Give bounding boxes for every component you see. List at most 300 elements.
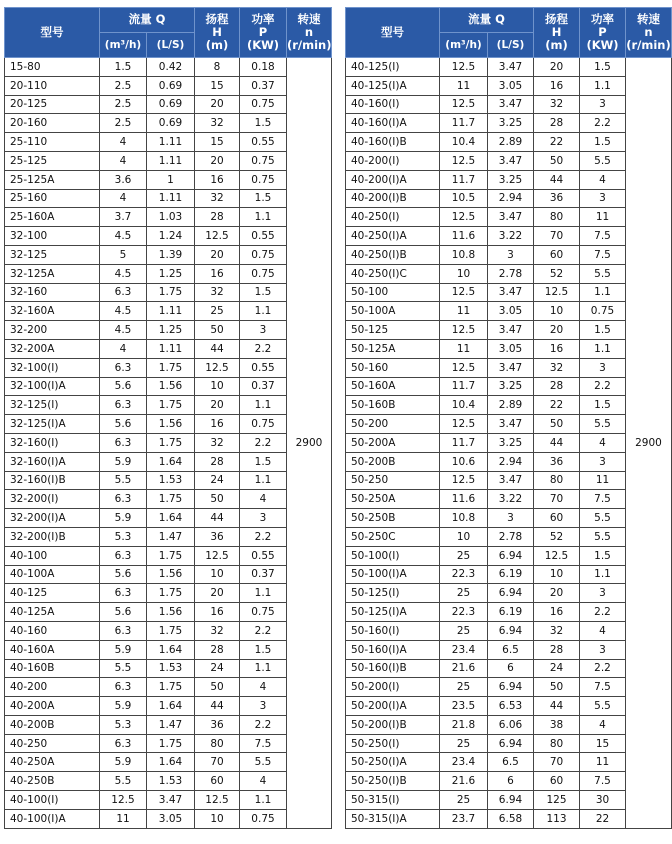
model-cell: 50-315(Ⅰ) (346, 791, 440, 810)
head-cell: 20 (195, 95, 240, 114)
table-row (346, 170, 672, 189)
power-cell: 15 (580, 734, 626, 753)
model-cell: 40-125 (5, 584, 100, 603)
flow-m3h-cell: 11 (100, 809, 147, 828)
model-cell: 50-125(Ⅰ) (346, 584, 440, 603)
head-cell: 70 (195, 753, 240, 772)
model-cell: 15-80 (5, 58, 100, 77)
flow-ls-cell: 1.75 (147, 584, 195, 603)
head-cell: 50 (534, 678, 580, 697)
flow-ls-cell: 1.75 (147, 734, 195, 753)
flow-ls-cell: 3 (488, 245, 534, 264)
table-row (346, 133, 672, 152)
header-flow-ls: (L/S) (147, 33, 195, 58)
flow-m3h-cell: 6.3 (100, 283, 147, 302)
model-cell: 50-100 (346, 283, 440, 302)
model-cell: 50-200B (346, 452, 440, 471)
model-cell: 40-160(Ⅰ) (346, 95, 440, 114)
table-row (5, 734, 332, 753)
flow-ls-cell: 6.06 (488, 715, 534, 734)
pump-spec-table-left (4, 7, 332, 829)
flow-ls-cell: 1.64 (147, 640, 195, 659)
head-cell: 113 (534, 809, 580, 828)
flow-m3h-cell: 21.8 (440, 715, 488, 734)
table-row (346, 772, 672, 791)
head-cell: 28 (534, 640, 580, 659)
power-cell: 1.1 (240, 659, 287, 678)
power-cell: 0.75 (240, 170, 287, 189)
table-row (5, 283, 332, 302)
power-cell: 1.1 (580, 565, 626, 584)
table-row (5, 339, 332, 358)
power-cell: 2.2 (580, 659, 626, 678)
flow-m3h-cell: 5.5 (100, 772, 147, 791)
flow-ls-cell: 3.47 (488, 471, 534, 490)
flow-m3h-cell: 1.5 (100, 58, 147, 77)
table-row (346, 809, 672, 828)
model-cell: 50-250B (346, 509, 440, 528)
model-cell: 32-100(Ⅰ) (5, 358, 100, 377)
flow-m3h-cell: 4 (100, 151, 147, 170)
flow-m3h-cell: 6.3 (100, 490, 147, 509)
table-row (5, 415, 332, 434)
model-cell: 40-200 (5, 678, 100, 697)
head-cell: 28 (195, 640, 240, 659)
header-head-title: 扬程 (545, 11, 568, 26)
flow-m3h-cell: 25 (440, 546, 488, 565)
flow-ls-cell: 1.75 (147, 396, 195, 415)
table-row (5, 358, 332, 377)
head-cell: 80 (534, 471, 580, 490)
table-row (346, 753, 672, 772)
power-cell: 7.5 (240, 734, 287, 753)
model-cell: 50-250A (346, 490, 440, 509)
table-row (346, 321, 672, 340)
power-cell: 1.5 (580, 58, 626, 77)
flow-ls-cell: 3.47 (488, 208, 534, 227)
power-cell: 3 (580, 358, 626, 377)
header-speed-symbol: n (304, 24, 314, 39)
model-cell: 40-100A (5, 565, 100, 584)
table-row (5, 565, 332, 584)
flow-m3h-cell: 11 (440, 302, 488, 321)
head-cell: 20 (195, 396, 240, 415)
model-cell: 32-125 (5, 245, 100, 264)
flow-m3h-cell: 4 (100, 133, 147, 152)
flow-m3h-cell: 6.3 (100, 433, 147, 452)
head-cell: 44 (534, 170, 580, 189)
head-cell: 44 (195, 339, 240, 358)
table-row (5, 227, 332, 246)
model-cell: 50-100(Ⅰ)A (346, 565, 440, 584)
head-cell: 16 (534, 603, 580, 622)
model-cell: 32-200(Ⅰ)B (5, 527, 100, 546)
table-row (5, 753, 332, 772)
model-cell: 20-160 (5, 114, 100, 133)
table-row (346, 189, 672, 208)
table-row (5, 189, 332, 208)
table-row (5, 809, 332, 828)
flow-m3h-cell: 12.5 (440, 95, 488, 114)
flow-m3h-cell: 5.9 (100, 753, 147, 772)
head-cell: 20 (195, 151, 240, 170)
pump-spec-table-right (345, 7, 672, 829)
table-row (346, 697, 672, 716)
power-cell: 2.2 (580, 114, 626, 133)
power-cell: 4 (240, 772, 287, 791)
flow-ls-cell: 3 (488, 509, 534, 528)
flow-ls-cell: 3.05 (488, 302, 534, 321)
flow-ls-cell: 3.05 (488, 339, 534, 358)
model-cell: 50-250(Ⅰ) (346, 734, 440, 753)
flow-m3h-cell: 5.6 (100, 565, 147, 584)
flow-ls-cell: 3.47 (488, 358, 534, 377)
head-cell: 24 (195, 471, 240, 490)
flow-ls-cell: 3.47 (488, 321, 534, 340)
table-row (346, 302, 672, 321)
flow-ls-cell: 2.89 (488, 133, 534, 152)
flow-ls-cell: 1.47 (147, 715, 195, 734)
flow-m3h-cell: 11.7 (440, 114, 488, 133)
flow-m3h-cell: 6.3 (100, 546, 147, 565)
table-row (346, 433, 672, 452)
header-flow-m3h: (m³/h) (440, 33, 488, 58)
table-row (346, 58, 672, 77)
model-cell: 50-160(Ⅰ)A (346, 640, 440, 659)
flow-m3h-cell: 12.5 (440, 58, 488, 77)
model-cell: 40-200(Ⅰ) (346, 151, 440, 170)
header-head (534, 8, 580, 58)
table-row (5, 245, 332, 264)
flow-m3h-cell: 10 (440, 527, 488, 546)
header-head (195, 8, 240, 58)
head-cell: 32 (534, 95, 580, 114)
header-head-title: 扬程 (205, 11, 229, 26)
flow-m3h-cell: 5.5 (100, 471, 147, 490)
table-row (5, 452, 332, 471)
flow-m3h-cell: 10.8 (440, 245, 488, 264)
model-cell: 32-125A (5, 264, 100, 283)
table-body-right (346, 58, 672, 829)
table-row (5, 603, 332, 622)
power-cell: 4 (580, 433, 626, 452)
head-cell: 50 (534, 415, 580, 434)
head-cell: 36 (195, 527, 240, 546)
flow-m3h-cell: 5.6 (100, 377, 147, 396)
model-cell: 40-160(Ⅰ)A (346, 114, 440, 133)
model-cell: 50-250 (346, 471, 440, 490)
flow-m3h-cell: 10.8 (440, 509, 488, 528)
head-cell: 20 (534, 58, 580, 77)
header-speed (287, 8, 332, 58)
flow-ls-cell: 1.11 (147, 151, 195, 170)
flow-m3h-cell: 10.4 (440, 133, 488, 152)
power-cell: 0.37 (240, 377, 287, 396)
power-cell: 3 (580, 584, 626, 603)
flow-ls-cell: 6.94 (488, 584, 534, 603)
power-cell: 5.5 (240, 753, 287, 772)
table-row (5, 170, 332, 189)
power-cell: 5.5 (580, 697, 626, 716)
model-cell: 50-200(Ⅰ) (346, 678, 440, 697)
flow-ls-cell: 6.19 (488, 603, 534, 622)
model-cell: 40-125(Ⅰ) (346, 58, 440, 77)
model-cell: 25-125A (5, 170, 100, 189)
model-cell: 40-250(Ⅰ) (346, 208, 440, 227)
head-cell: 44 (195, 509, 240, 528)
model-cell: 32-125(Ⅰ)A (5, 415, 100, 434)
flow-m3h-cell: 5.6 (100, 415, 147, 434)
model-cell: 50-200(Ⅰ)A (346, 697, 440, 716)
power-cell: 2.2 (240, 715, 287, 734)
flow-ls-cell: 0.69 (147, 114, 195, 133)
power-cell: 5.5 (580, 415, 626, 434)
table-row (5, 151, 332, 170)
power-cell: 4 (580, 715, 626, 734)
header-head-symbol: H (212, 24, 222, 39)
head-cell: 80 (195, 734, 240, 753)
model-cell: 32-200(Ⅰ)A (5, 509, 100, 528)
table-row (346, 791, 672, 810)
table-row (346, 377, 672, 396)
head-cell: 80 (534, 208, 580, 227)
power-cell: 1.5 (240, 283, 287, 302)
flow-m3h-cell: 23.7 (440, 809, 488, 828)
table-row (5, 95, 332, 114)
model-cell: 20-125 (5, 95, 100, 114)
model-cell: 20-110 (5, 76, 100, 95)
flow-ls-cell: 2.94 (488, 452, 534, 471)
flow-m3h-cell: 4.5 (100, 264, 147, 283)
flow-ls-cell: 1.75 (147, 433, 195, 452)
table-row (5, 678, 332, 697)
table-row (5, 208, 332, 227)
flow-ls-cell: 6.94 (488, 734, 534, 753)
flow-ls-cell: 6 (488, 772, 534, 791)
header-flow-ls: (L/S) (488, 33, 534, 58)
header-power (580, 8, 626, 58)
flow-ls-cell: 3.47 (488, 283, 534, 302)
flow-m3h-cell: 12.5 (440, 151, 488, 170)
head-cell: 16 (195, 264, 240, 283)
flow-m3h-cell: 10 (440, 264, 488, 283)
flow-m3h-cell: 12.5 (440, 358, 488, 377)
header-speed-title: 转速 (297, 11, 321, 26)
flow-m3h-cell: 4.5 (100, 227, 147, 246)
power-cell: 0.75 (240, 809, 287, 828)
table-row (5, 509, 332, 528)
model-cell: 50-250(Ⅰ)B (346, 772, 440, 791)
head-cell: 32 (195, 189, 240, 208)
flow-ls-cell: 1.53 (147, 659, 195, 678)
model-cell: 50-160(Ⅰ) (346, 621, 440, 640)
flow-ls-cell: 3.25 (488, 433, 534, 452)
model-cell: 50-125A (346, 339, 440, 358)
speed-cell: 2900 (626, 58, 672, 829)
head-cell: 10 (195, 377, 240, 396)
power-cell: 7.5 (580, 772, 626, 791)
header-power-title: 功率 (251, 11, 275, 26)
head-cell: 20 (195, 584, 240, 603)
flow-ls-cell: 3.47 (488, 415, 534, 434)
head-cell: 32 (195, 114, 240, 133)
flow-m3h-cell: 10.6 (440, 452, 488, 471)
flow-ls-cell: 1.75 (147, 283, 195, 302)
model-cell: 50-100(Ⅰ) (346, 546, 440, 565)
model-cell: 40-100(Ⅰ) (5, 791, 100, 810)
flow-ls-cell: 1.75 (147, 621, 195, 640)
flow-m3h-cell: 6.3 (100, 396, 147, 415)
flow-m3h-cell: 5 (100, 245, 147, 264)
flow-ls-cell: 1.39 (147, 245, 195, 264)
flow-ls-cell: 0.69 (147, 95, 195, 114)
head-cell: 10 (534, 565, 580, 584)
flow-m3h-cell: 5.3 (100, 715, 147, 734)
flow-ls-cell: 1 (147, 170, 195, 189)
flow-ls-cell: 1.64 (147, 753, 195, 772)
flow-m3h-cell: 3.6 (100, 170, 147, 189)
model-cell: 50-250(Ⅰ)A (346, 753, 440, 772)
flow-m3h-cell: 12.5 (440, 208, 488, 227)
table-row (346, 452, 672, 471)
power-cell: 3 (580, 640, 626, 659)
power-cell: 0.55 (240, 133, 287, 152)
header-power-symbol: P (598, 24, 607, 39)
power-cell: 7.5 (580, 490, 626, 509)
head-cell: 28 (534, 114, 580, 133)
flow-ls-cell: 1.75 (147, 490, 195, 509)
model-cell: 32-160 (5, 283, 100, 302)
head-cell: 70 (534, 490, 580, 509)
flow-m3h-cell: 2.5 (100, 95, 147, 114)
power-cell: 2.2 (240, 339, 287, 358)
power-cell: 1.1 (240, 396, 287, 415)
table-row (346, 734, 672, 753)
table-row (5, 302, 332, 321)
flow-ls-cell: 1.64 (147, 697, 195, 716)
head-cell: 16 (534, 339, 580, 358)
header-speed-unit: (r/min) (287, 38, 332, 53)
header-speed-title: 转速 (637, 11, 660, 26)
model-cell: 40-160(Ⅰ)B (346, 133, 440, 152)
power-cell: 2.2 (240, 527, 287, 546)
table-row (346, 114, 672, 133)
head-cell: 80 (534, 734, 580, 753)
table-row (346, 358, 672, 377)
flow-ls-cell: 1.56 (147, 565, 195, 584)
head-cell: 16 (534, 76, 580, 95)
flow-ls-cell: 3.25 (488, 377, 534, 396)
model-cell: 50-200 (346, 415, 440, 434)
model-cell: 32-160A (5, 302, 100, 321)
table-row (346, 546, 672, 565)
head-cell: 12.5 (534, 546, 580, 565)
power-cell: 3 (240, 697, 287, 716)
model-cell: 50-160B (346, 396, 440, 415)
head-cell: 50 (195, 321, 240, 340)
head-cell: 70 (534, 227, 580, 246)
power-cell: 3 (580, 452, 626, 471)
model-cell: 50-160A (346, 377, 440, 396)
power-cell: 0.75 (240, 415, 287, 434)
model-cell: 32-200(Ⅰ) (5, 490, 100, 509)
table-row (5, 433, 332, 452)
model-cell: 25-110 (5, 133, 100, 152)
flow-m3h-cell: 5.3 (100, 527, 147, 546)
head-cell: 32 (195, 283, 240, 302)
flow-ls-cell: 3.22 (488, 490, 534, 509)
power-cell: 3 (240, 321, 287, 340)
flow-m3h-cell: 3.7 (100, 208, 147, 227)
table-row (346, 509, 672, 528)
head-cell: 125 (534, 791, 580, 810)
head-cell: 44 (195, 697, 240, 716)
head-cell: 12.5 (195, 358, 240, 377)
power-cell: 0.37 (240, 565, 287, 584)
model-cell: 32-160(Ⅰ)B (5, 471, 100, 490)
flow-ls-cell: 1.75 (147, 678, 195, 697)
table-row (5, 264, 332, 283)
flow-m3h-cell: 25 (440, 584, 488, 603)
power-cell: 11 (580, 753, 626, 772)
flow-ls-cell: 2.94 (488, 189, 534, 208)
table-row (346, 95, 672, 114)
flow-m3h-cell: 21.6 (440, 659, 488, 678)
head-cell: 22 (534, 133, 580, 152)
power-cell: 1.1 (240, 208, 287, 227)
table-row (346, 678, 672, 697)
table-row (346, 283, 672, 302)
table-row (5, 715, 332, 734)
flow-ls-cell: 6.94 (488, 546, 534, 565)
table-row (5, 114, 332, 133)
flow-ls-cell: 1.25 (147, 264, 195, 283)
flow-m3h-cell: 6.3 (100, 358, 147, 377)
head-cell: 12.5 (534, 283, 580, 302)
power-cell: 0.55 (240, 358, 287, 377)
head-cell: 38 (534, 715, 580, 734)
power-cell: 22 (580, 809, 626, 828)
head-cell: 28 (534, 377, 580, 396)
table-row (346, 208, 672, 227)
flow-ls-cell: 1.56 (147, 603, 195, 622)
flow-m3h-cell: 22.3 (440, 565, 488, 584)
flow-ls-cell: 1.47 (147, 527, 195, 546)
flow-ls-cell: 6.5 (488, 753, 534, 772)
flow-m3h-cell: 10.4 (440, 396, 488, 415)
power-cell: 4 (240, 678, 287, 697)
power-cell: 11 (580, 471, 626, 490)
table-row (346, 396, 672, 415)
power-cell: 0.55 (240, 546, 287, 565)
head-cell: 60 (534, 509, 580, 528)
head-cell: 52 (534, 264, 580, 283)
model-cell: 40-160 (5, 621, 100, 640)
head-cell: 60 (534, 772, 580, 791)
header-flow: 流量 Q (440, 8, 534, 33)
flow-ls-cell: 1.53 (147, 772, 195, 791)
flow-ls-cell: 1.53 (147, 471, 195, 490)
head-cell: 24 (195, 659, 240, 678)
model-cell: 40-250B (5, 772, 100, 791)
flow-m3h-cell: 12.5 (440, 321, 488, 340)
flow-m3h-cell: 4.5 (100, 321, 147, 340)
table-row (5, 471, 332, 490)
flow-m3h-cell: 12.5 (440, 471, 488, 490)
flow-ls-cell: 2.78 (488, 527, 534, 546)
flow-m3h-cell: 25 (440, 621, 488, 640)
flow-ls-cell: 3.47 (488, 151, 534, 170)
